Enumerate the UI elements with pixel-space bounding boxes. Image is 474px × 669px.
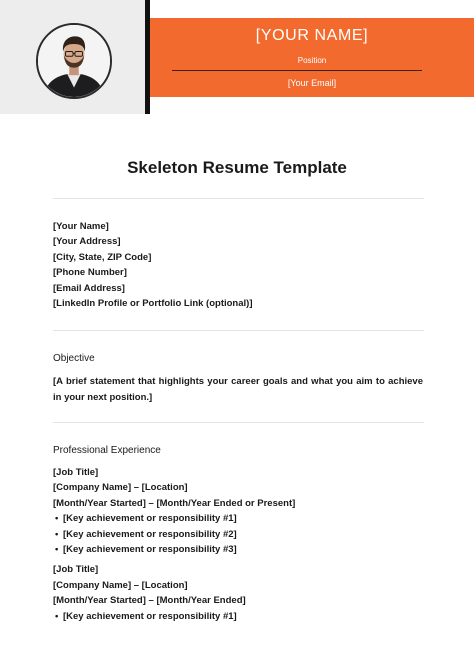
bullet-text: [Key achievement or responsibility #3] — [63, 544, 237, 555]
document-title: Skeleton Resume Template — [127, 158, 347, 177]
header-position: Position — [297, 56, 327, 65]
contact-phone: [Phone Number] — [53, 267, 127, 278]
job-dates: [Month/Year Started] – [Month/Year Ended or Present] — [53, 498, 296, 509]
photo-panel — [0, 0, 147, 114]
job-title: [Job Title] — [53, 564, 99, 575]
avatar — [36, 23, 112, 99]
bullet-icon: • — [55, 544, 59, 555]
objective-text: [A brief statement that highlights your career goals and what you aim to achieve in your next position.] — [53, 376, 423, 403]
job-dates: [Month/Year Started] – [Month/Year Ended] — [53, 595, 246, 606]
contact-city: [City, State, ZIP Code] — [53, 252, 152, 263]
header-name: [YOUR NAME] — [255, 27, 369, 44]
contact-email: [Email Address] — [53, 283, 125, 294]
bullet-text: [Key achievement or responsibility #1] — [63, 611, 237, 622]
job-company: [Company Name] – [Location] — [53, 482, 188, 493]
divider — [53, 422, 424, 423]
contact-address: [Your Address] — [53, 236, 121, 247]
bullet-icon: • — [55, 529, 59, 540]
header-email: [Your Email] — [287, 78, 337, 88]
bullet-icon: • — [55, 611, 59, 622]
bullet-text: [Key achievement or responsibility #1] — [63, 513, 237, 524]
job-bullet — [55, 529, 237, 540]
job-bullet — [55, 611, 237, 622]
job-bullet — [55, 513, 237, 524]
bullet-text: [Key achievement or responsibility #2] — [63, 529, 237, 540]
job-title: [Job Title] — [53, 467, 99, 478]
objective-heading: Objective — [53, 353, 95, 364]
divider — [53, 198, 424, 199]
bullet-icon: • — [55, 513, 59, 524]
divider — [53, 330, 424, 331]
name-banner — [150, 18, 474, 97]
job-bullet — [55, 544, 237, 555]
banner-divider — [172, 70, 422, 71]
contact-link: [LinkedIn Profile or Portfolio Link (optional)] — [53, 298, 253, 309]
contact-name: [Your Name] — [53, 221, 109, 232]
job-company: [Company Name] – [Location] — [53, 580, 188, 591]
experience-heading: Professional Experience — [53, 445, 161, 456]
profile-photo — [38, 25, 110, 97]
